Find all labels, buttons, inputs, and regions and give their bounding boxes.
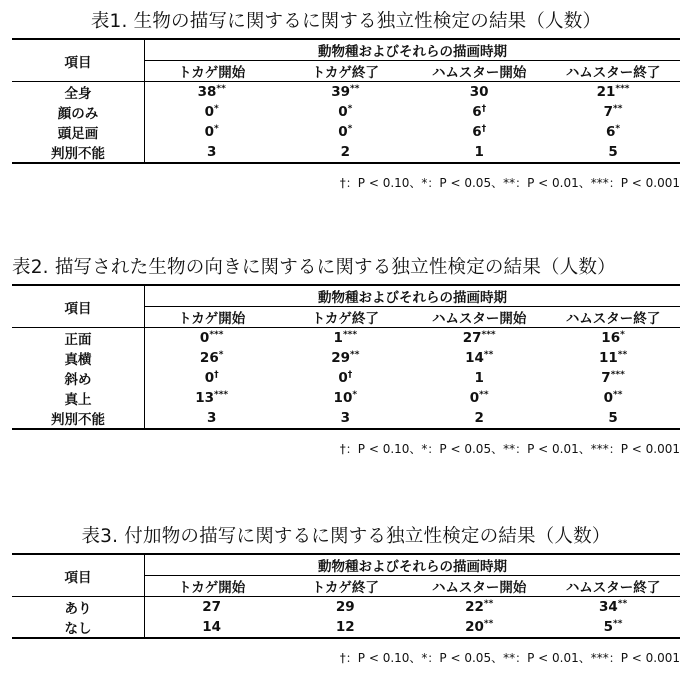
table-row [12,82,680,103]
cell [546,348,680,368]
column-header: ハムスター開始 [412,307,546,328]
cell [145,328,279,349]
significance-mark: † [214,370,219,380]
cell [412,348,546,368]
cell-value: 0 [199,330,210,346]
cell-value: 3 [340,410,351,426]
cell-value: 7 [601,370,611,386]
cell [278,348,412,368]
row-label: 斜め [12,368,145,388]
cell-value: 3 [206,144,217,160]
table-row [12,348,680,368]
cell [546,82,680,103]
cell [278,408,412,429]
cell-value: 27 [202,599,222,615]
cell [412,597,546,618]
table-3-section [8,521,684,666]
cell [145,368,279,388]
cell-value: 26 [199,350,219,366]
significance-mark: † [481,124,487,134]
cell-value: 5 [603,619,614,635]
cell [546,617,680,638]
cell-value: 16 [601,330,621,346]
column-header: ハムスター終了 [546,61,680,82]
cell [412,368,546,388]
cell [546,122,680,142]
cell-value: 11 [598,350,618,366]
cell-value: 12 [335,619,355,635]
cell-value: 5 [608,144,618,160]
cell-value: 13 [195,390,215,406]
cell [412,328,546,349]
cell-value: 21 [596,84,616,100]
cell [412,408,546,429]
cell [145,82,279,103]
column-header: トカゲ開始 [145,61,279,82]
row-label: あり [12,597,145,618]
significance-mark: ** [613,390,623,400]
group-header: 動物種およびそれらの描画時期 [145,285,681,307]
significance-mark: * [218,350,224,360]
table-row [12,122,680,142]
item-header: 項目 [12,39,145,82]
cell [145,142,279,163]
row-label: 判別不能 [12,142,145,163]
significance-mark: ** [617,599,628,609]
cell [412,617,546,638]
table-row [12,408,680,429]
cell-value: 34 [598,599,618,615]
item-header: 項目 [12,285,145,328]
row-label: 正面 [12,328,145,349]
cell [145,102,279,122]
row-label: 全身 [12,82,145,103]
cell-value: 6 [472,104,482,120]
cell [412,82,546,103]
significance-mark: * [214,124,219,134]
cell-value: 27 [462,330,482,346]
column-header: トカゲ終了 [278,307,412,328]
table-row [12,597,680,618]
table-row [12,102,680,122]
significance-mark: ** [350,350,360,360]
cell [278,368,412,388]
significance-mark: † [481,104,487,114]
significance-mark: ** [613,619,623,629]
cell [278,328,412,349]
table-2 [12,284,680,430]
cell-value: 30 [469,84,489,100]
cell [546,368,680,388]
significance-mark: *** [209,330,224,340]
cell [412,122,546,142]
cell [546,102,680,122]
cell [546,408,680,429]
significance-mark: ** [479,390,489,400]
table-3-title: 表3. 付加物の描写に関するに関する独立性検定の結果（人数） [81,526,611,547]
cell-value: 38 [197,84,217,100]
cell-value: 0 [204,124,215,140]
significance-mark: ** [350,84,360,94]
column-header: ハムスター終了 [546,307,680,328]
cell [546,388,680,408]
cell [278,82,412,103]
cell-value: 20 [465,619,484,635]
column-header: ハムスター開始 [412,576,546,597]
cell [412,102,546,122]
table-1-title: 表1. 生物の描写に関するに関する独立性検定の結果（人数） [90,11,602,32]
significance-note: †：P < 0.10、*：P < 0.05、**：P < 0.01、***：P < 0.001 [339,442,680,456]
row-label: なし [12,617,145,638]
column-header: トカゲ開始 [145,307,279,328]
significance-mark: *** [610,370,625,380]
group-header: 動物種およびそれらの描画時期 [145,39,681,61]
column-header: ハムスター終了 [546,576,680,597]
cell [412,142,546,163]
row-label: 真横 [12,348,145,368]
cell [145,617,279,638]
cell-value: 1 [474,370,484,386]
item-header: 項目 [12,554,145,597]
table-1-section [8,6,684,191]
significance-mark: *** [615,84,630,94]
cell-value: 5 [608,410,618,426]
table-row [12,388,680,408]
cell-value: 29 [331,350,350,366]
significance-mark: *** [214,390,229,400]
cell-value: 22 [465,599,484,615]
cell-value: 0 [338,104,348,120]
table-1 [12,38,680,164]
cell [278,617,412,638]
cell [278,388,412,408]
significance-note: †：P < 0.10、*：P < 0.05、**：P < 0.01、***：P < 0.001 [339,176,680,190]
cell-value: 7 [603,104,614,120]
column-header: トカゲ終了 [278,61,412,82]
cell [278,142,412,163]
significance-mark: * [620,330,625,340]
significance-mark: * [615,124,621,134]
significance-mark: * [347,124,353,134]
cell-value: 29 [335,599,355,615]
significance-mark: ** [483,599,494,609]
group-header: 動物種およびそれらの描画時期 [145,554,681,576]
cell-value: 3 [206,410,217,426]
cell-value: 0 [204,370,215,386]
significance-mark: *** [342,330,358,340]
cell [145,348,279,368]
cell-value: 39 [331,84,350,100]
row-label: 頭足画 [12,122,145,142]
significance-mark: ** [617,350,628,360]
row-label: 顔のみ [12,102,145,122]
table-3 [12,553,680,639]
cell-value: 0 [338,370,348,386]
cell [278,122,412,142]
cell [546,142,680,163]
table-2-section [8,252,684,457]
significance-mark: * [352,390,358,400]
cell [278,597,412,618]
cell-value: 2 [340,144,351,160]
significance-mark: * [214,104,219,114]
significance-mark: *** [481,330,496,340]
cell-value: 1 [474,144,484,160]
table-2-title: 表2. 描写された生物の向きに関するに関する独立性検定の結果（人数） [12,257,616,278]
cell [145,122,279,142]
significance-mark: † [347,370,353,380]
cell-value: 1 [333,330,343,346]
cell [546,597,680,618]
cell-value: 0 [469,390,480,406]
cell-value: 6 [606,124,616,140]
cell [145,388,279,408]
cell-value: 14 [202,619,222,635]
cell-value: 2 [474,410,484,426]
column-header: ハムスター開始 [412,61,546,82]
significance-mark: ** [483,619,494,629]
row-label: 真上 [12,388,145,408]
significance-mark: ** [613,104,623,114]
significance-mark: ** [483,350,494,360]
significance-mark: * [347,104,353,114]
significance-mark: ** [216,84,226,94]
cell-value: 0 [204,104,215,120]
column-header: トカゲ終了 [278,576,412,597]
significance-note: †：P < 0.10、*：P < 0.05、**：P < 0.01、***：P < 0.001 [339,651,680,665]
table-row [12,617,680,638]
cell [278,102,412,122]
table-row [12,142,680,163]
cell-value: 0 [338,124,348,140]
column-header: トカゲ開始 [145,576,279,597]
cell [145,597,279,618]
cell-value: 14 [465,350,484,366]
cell [412,388,546,408]
cell-value: 6 [472,124,482,140]
cell-value: 0 [603,390,614,406]
table-row [12,368,680,388]
cell-value: 10 [333,390,353,406]
cell [546,328,680,349]
table-row [12,328,680,349]
cell [145,408,279,429]
row-label: 判別不能 [12,408,145,429]
